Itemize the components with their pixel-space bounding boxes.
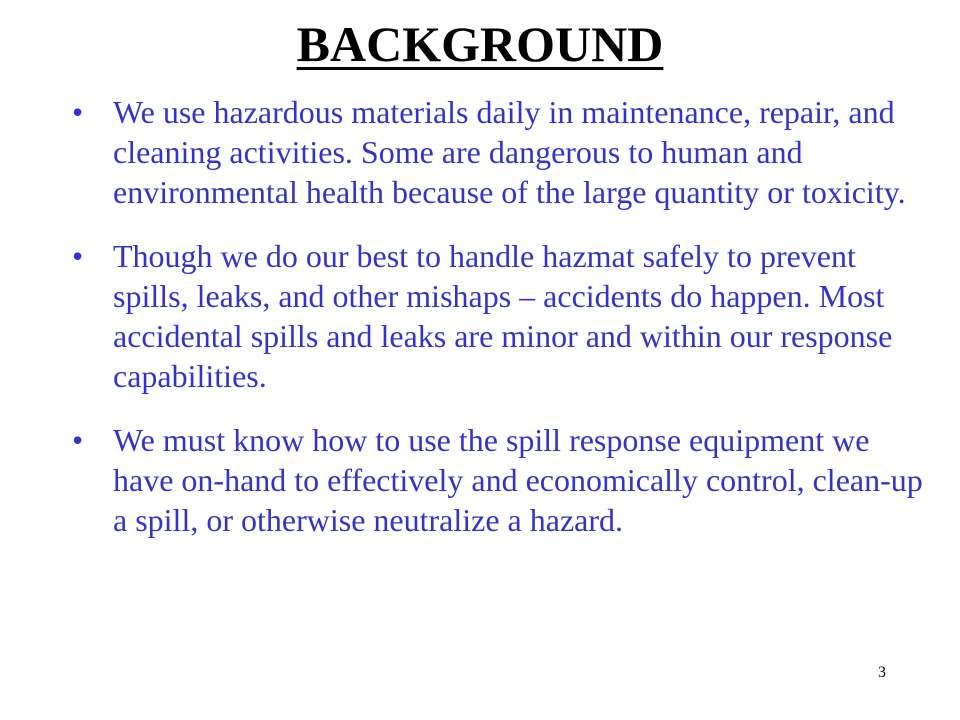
bullet-text: We must know how to use the spill response equipment we have on-hand to effectively and economically control, clean-up a spill, or otherwise neutralize a hazard. — [113, 422, 923, 538]
bullet-icon: • — [72, 238, 84, 274]
bullet-item — [72, 420, 932, 540]
slide-title-text: BACKGROUND — [296, 16, 664, 72]
bullet-icon: • — [72, 94, 84, 130]
page-number: 3 — [878, 664, 886, 681]
bullet-text: Though we do our best to handle hazmat safely to prevent spills, leaks, and other mishaps – accidents do happen. Most accidental spills and leaks are minor and within our response capabilities. — [113, 238, 893, 394]
bullet-list — [72, 92, 932, 564]
bullet-item — [72, 92, 932, 212]
bullet-text: We use hazardous materials daily in maintenance, repair, and cleaning activities. Some are dangerous to human and environmental health because of the large quantity or toxicity. — [113, 94, 906, 210]
slide-title — [0, 14, 960, 74]
bullet-item — [72, 236, 932, 396]
bullet-icon: • — [72, 422, 84, 458]
